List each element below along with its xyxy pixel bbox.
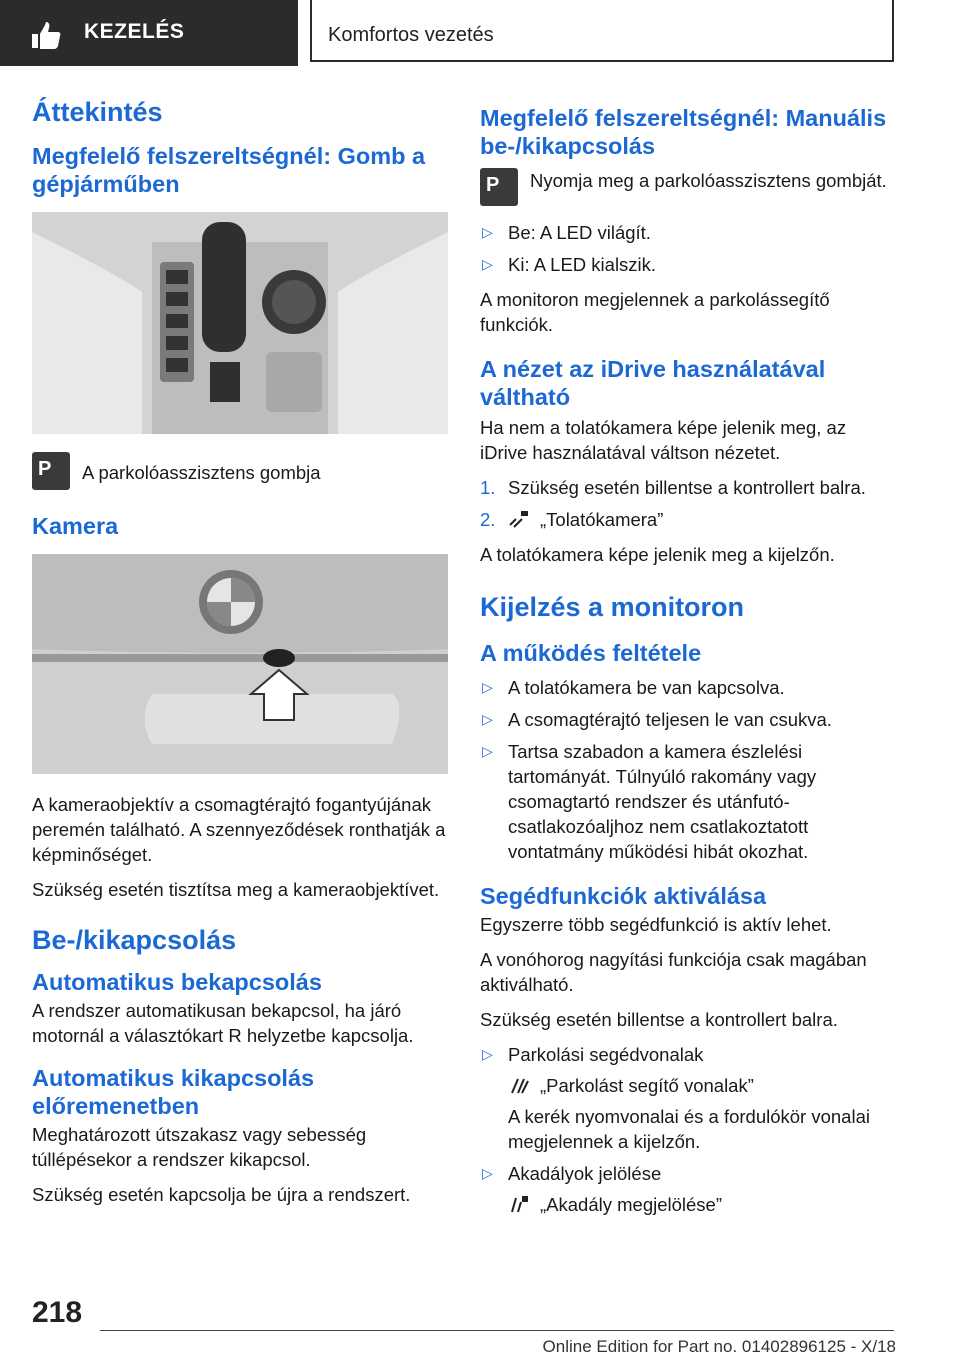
- console-image: [32, 212, 448, 434]
- manual-instruction: [480, 168, 896, 206]
- steps-list: [480, 475, 896, 532]
- obstacle-marking-icon: [508, 1194, 530, 1214]
- section-label: KEZELÉS: [84, 20, 185, 43]
- list-item: ▷ Tartsa szabadon a kamera észlelési tartományát. Túlnyúló rakomány vagy csomagtartó rendszer és utánfutó-csatlakozóaljhoz nem csatlakoztatott vontatmány működési hibát okozhat.: [480, 739, 896, 864]
- camera-text-2: Szükség esetén tisztítsa meg a kameraobjektívet.: [32, 879, 440, 900]
- assist-list: [480, 1042, 896, 1217]
- assist-menu-line: [508, 1073, 896, 1098]
- assist-menu: „Akadály megjelölése”: [540, 1194, 723, 1215]
- heading-overview: Áttekintés: [32, 97, 163, 127]
- page-number: 218: [32, 1296, 83, 1329]
- list-item: ▷ A tolatókamera be van kapcsolva.: [480, 675, 896, 700]
- assist-text-3: Szükség esetén billentse a kontrollert balra.: [480, 1009, 838, 1030]
- caption-text: A parkolóasszisztens gombja: [82, 462, 321, 483]
- assist-text-2: A vonóhorog nagyítási funkciója csak magában aktiválható.: [480, 949, 867, 995]
- heading-display: Kijelzés a monitoron: [480, 592, 745, 622]
- section-tab: [0, 0, 298, 66]
- camera-image: [32, 554, 448, 774]
- assist-label: Akadályok jelölése: [508, 1163, 662, 1184]
- assist-desc: A kerék nyomvonalai és a fordulókör vonalai megjelennek a kijelzőn.: [508, 1106, 870, 1152]
- edition-text: Online Edition for Part no. 01402896125 - X/18: [542, 1337, 896, 1356]
- step-item: [480, 475, 896, 500]
- assist-menu: „Parkolást segítő vonalak”: [540, 1075, 754, 1096]
- heading-auto-on: Automatikus bekapcsolás: [32, 969, 322, 995]
- manual-after: A monitoron megjelennek a parkolássegítő funkciók.: [480, 289, 830, 335]
- assist-text-1: Egyszerre több segédfunkció is aktív lehet.: [480, 914, 832, 935]
- heading-idrive: A nézet az iDrive használatával váltható: [480, 356, 826, 410]
- condition-list: [480, 675, 896, 864]
- right-column: [480, 104, 896, 1227]
- manual-list: [480, 220, 896, 277]
- step-text: „Tolatókamera”: [540, 509, 664, 530]
- assist-label: Parkolási segédvonalak: [508, 1044, 704, 1065]
- step-number: 2.: [480, 509, 496, 530]
- heading-manual: Megfelelő felszereltségnél: Manuális be-/kikapcsolás: [480, 105, 887, 159]
- heading-button-car: Megfelelő felszereltségnél: Gomb a gépjárműben: [32, 143, 426, 197]
- parking-assist-icon: P: [32, 452, 70, 490]
- heading-condition: A működés feltétele: [480, 640, 702, 666]
- console-illustration: [32, 212, 448, 434]
- hand-icon: [28, 20, 64, 50]
- assist-menu-line: [508, 1192, 896, 1217]
- idrive-text: Ha nem a tolatókamera képe jelenik meg, az iDrive használatával váltson nézetet.: [480, 417, 847, 463]
- list-item: ▷ Ki: A LED kialszik.: [480, 252, 896, 277]
- heading-camera: Kamera: [32, 513, 119, 539]
- rear-camera-icon: [508, 509, 530, 529]
- heading-auto-off: Automatikus kikapcsolás előremenetben: [32, 1065, 315, 1119]
- button-caption: [32, 452, 448, 490]
- auto-off-text-2: Szükség esetén kapcsolja be újra a rendszert.: [32, 1184, 411, 1205]
- list-item: ▷ A csomagtérajtó teljesen le van csukva.: [480, 707, 896, 732]
- step-text: Szükség esetén billentse a kontrollert balra.: [508, 477, 866, 498]
- auto-on-text: A rendszer automatikusan bekapcsol, ha járó motornál a választókart R helyzetbe kapcsolja.: [32, 1000, 414, 1046]
- left-column: [32, 96, 448, 1217]
- list-item: [480, 1161, 896, 1217]
- chapter-box: [310, 0, 894, 62]
- step-item: [480, 507, 896, 532]
- heading-assist: Segédfunkciók aktiválása: [480, 883, 767, 909]
- idrive-after: A tolatókamera képe jelenik meg a kijelzőn.: [480, 544, 835, 565]
- parking-assist-icon: P: [480, 168, 518, 206]
- list-item: [480, 1042, 896, 1154]
- heading-onoff: Be-/kikapcsolás: [32, 925, 237, 955]
- footer-divider: [100, 1330, 894, 1331]
- chapter-title: Komfortos vezetés: [328, 24, 494, 46]
- camera-illustration: [32, 554, 448, 774]
- manual-text: Nyomja meg a parkolóasszisztens gombját.: [530, 170, 887, 191]
- parking-lines-icon: [508, 1075, 530, 1095]
- step-number: 1.: [480, 477, 496, 498]
- auto-off-text-1: Meghatározott útszakasz vagy sebesség túllépésekor a rendszer kikapcsol.: [32, 1124, 367, 1170]
- list-item: ▷ Be: A LED világít.: [480, 220, 896, 245]
- camera-text-1: A kameraobjektív a csomagtérajtó fogantyújának peremén található. A szennyeződések ronthatják a képminőséget.: [32, 794, 446, 865]
- page-header: [0, 0, 960, 66]
